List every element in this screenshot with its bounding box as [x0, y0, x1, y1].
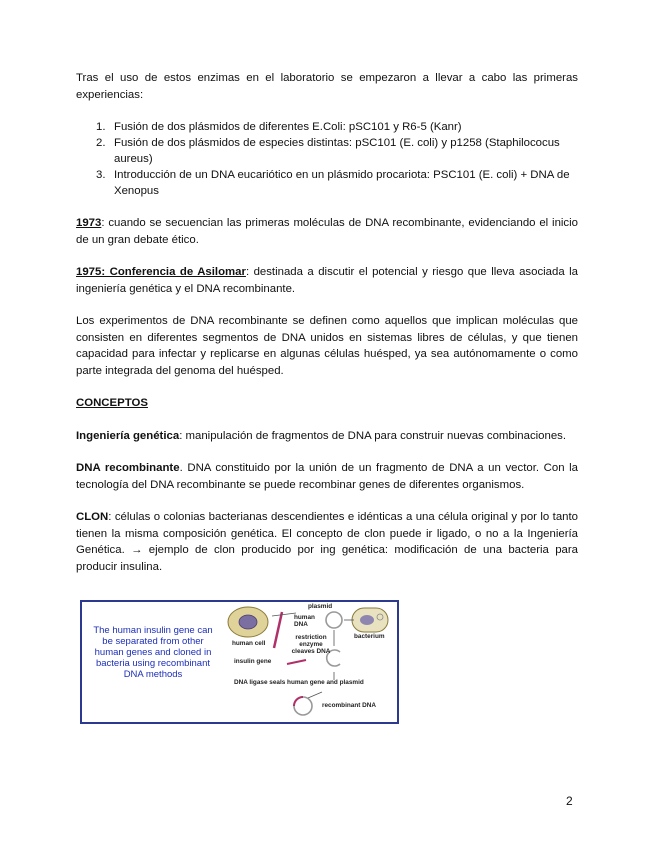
label-ligase: DNA ligase seals human gene and plasmid	[234, 679, 364, 686]
insulin-cloning-figure	[80, 600, 399, 724]
list-item	[76, 119, 578, 135]
experiences-list	[76, 119, 578, 199]
list-item	[76, 135, 578, 167]
recombinant-insert	[294, 697, 303, 706]
milestone-1973	[76, 215, 578, 248]
insulin-gene-piece	[287, 660, 306, 664]
milestone-1975-text: : destinada a discutir el potencial y riesgo que lleva asociada la ingeniería genética y el DNA recombinante.	[76, 266, 578, 295]
label-recombinant: recombinant DNA	[322, 702, 376, 709]
milestone-1973-text: : cuando se secuencian las primeras moléculas de DNA recombinante, evidenciando el inicio de un gran debate ético.	[76, 217, 578, 246]
list-item	[76, 167, 578, 199]
concept-clon-term: CLON	[76, 511, 109, 523]
concept-dna-term: DNA recombinante	[76, 462, 180, 474]
concept-dna-recombinante	[76, 460, 578, 493]
concept-clon-text: : células o colonias bacterianas descendientes e idénticas a una célula original y por lo tanto tienen la misma composición genética. El concepto de clon puede ir ligado, o no a la Ingeniería Genética. → ejemplo de clon producido por ing genética: modificación de una bacteria para producir insulina.	[76, 511, 578, 573]
list-number: 1.	[96, 121, 106, 133]
human-dna-strand	[274, 612, 282, 648]
list-text: Fusión de dos plásmidos de especies distintas: pSC101 (E. coli) y p1258 (Staphilococus aureus)	[114, 137, 560, 165]
list-number: 3.	[96, 169, 106, 181]
list-number: 2.	[96, 137, 106, 149]
intro-paragraph: Tras el uso de estos enzimas en el laboratorio se empezaron a llevar a cabo las primeras experiencias:	[76, 72, 578, 101]
label-human-cell: human cell	[232, 640, 266, 647]
bacterium-nucleoid	[360, 615, 374, 625]
milestone-1973-label: 1973	[76, 217, 102, 229]
label-plasmid: plasmid	[308, 603, 333, 610]
document-body	[76, 70, 578, 575]
plasmid-ring	[326, 612, 342, 628]
milestone-1975-label: 1975: Conferencia de Asilomar	[76, 266, 246, 278]
human-dna-arrow	[272, 613, 296, 616]
concept-ingenieria	[76, 428, 578, 445]
label-bacterium: bacterium	[354, 633, 385, 640]
figure-caption: The human insulin gene can be separated from other human genes and cloned in bacteria using recombinant DNA methods	[93, 625, 213, 680]
human-cell-nucleus	[239, 615, 257, 629]
list-text: Introducción de un DNA eucariótico en un plásmido procariota: PSC101 (E. coli) + DNA de Xenopus	[114, 169, 570, 197]
concept-clon	[76, 509, 578, 575]
milestone-1975	[76, 264, 578, 297]
concept-dna-text: . DNA constituido por la unión de un fragmento de DNA a un vector. Con la tecnología del DNA recombinante se puede recombinar genes de diferentes organismos.	[76, 462, 579, 491]
concept-ingenieria-text: : manipulación de fragmentos de DNA para construir nuevas combinaciones.	[179, 429, 567, 442]
list-text: Fusión de dos plásmidos de diferentes E.Coli: pSC101 y R6-5 (Kanr)	[114, 121, 462, 133]
label-insulin-gene: insulin gene	[234, 658, 272, 665]
concept-ingenieria-term: Ingeniería genética	[76, 429, 180, 442]
page-number: 2	[566, 794, 573, 808]
experiments-paragraph: Los experimentos de DNA recombinante se definen como aquellos que implican moléculas que consisten en diferentes segmentos de DNA unidos en sistemas libres de células, y que tienen capacidad para infectar y replicarse en algunas células huésped, ya sea autónomamente o como parte integrada del genoma del huésped.	[76, 315, 578, 377]
recombinant-arrow	[308, 692, 322, 698]
label-human-dna: human DNA	[294, 614, 315, 628]
concepts-heading: CONCEPTOS	[76, 397, 148, 409]
label-restriction: restriction enzyme cleaves DNA	[291, 634, 331, 655]
